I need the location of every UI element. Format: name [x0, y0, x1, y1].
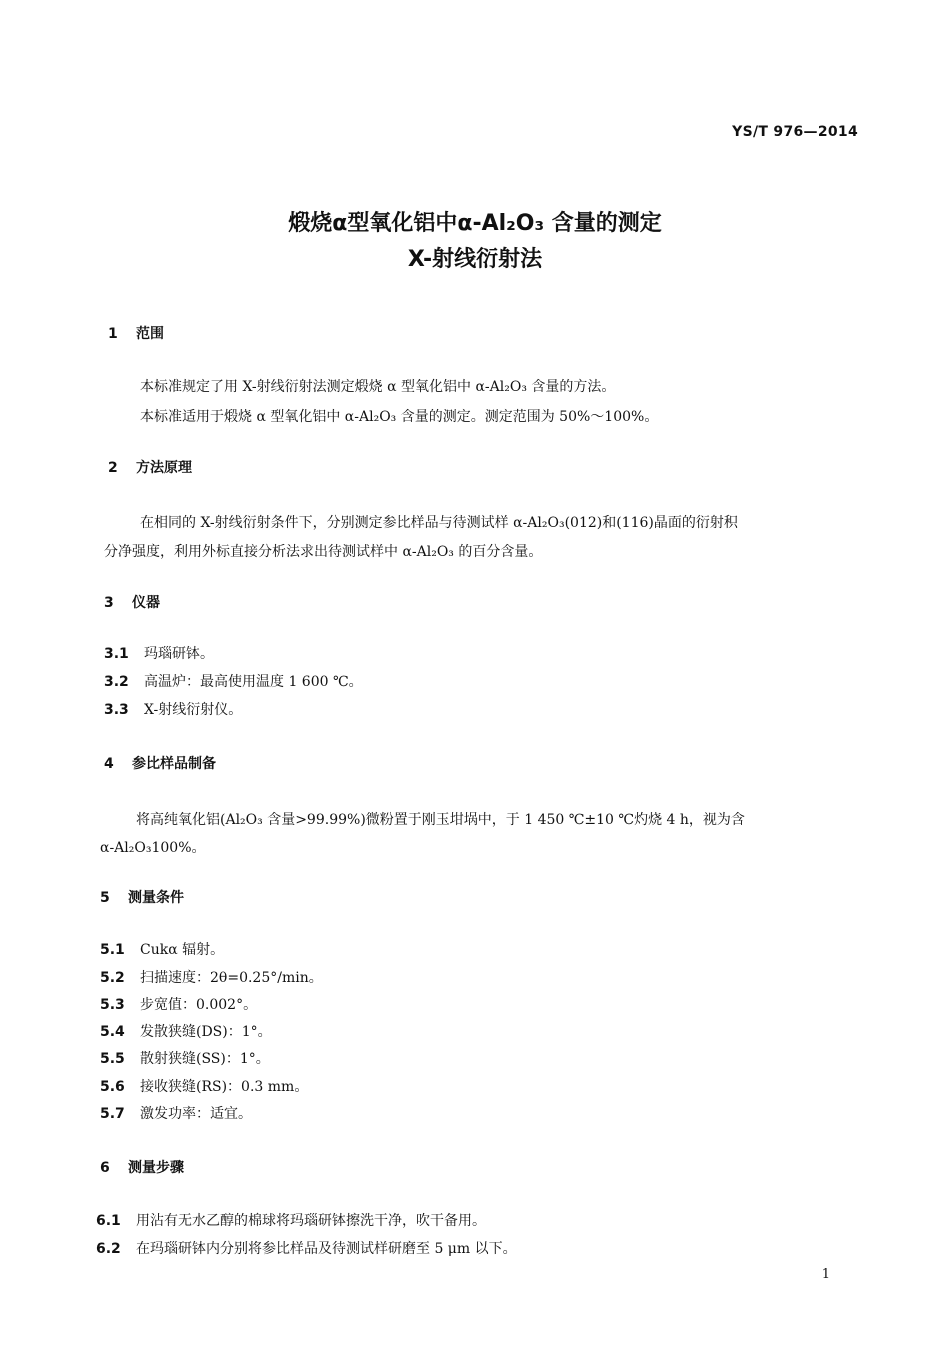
- paragraph-line: α-Al₂O₃100%。: [100, 840, 206, 856]
- page-number: 1: [821, 1267, 830, 1282]
- item-text: 扫描速度：2θ=0.25°/min。: [140, 970, 323, 986]
- section-title: 参比样品制备: [132, 756, 216, 772]
- item-text: 用沾有无水乙醇的棉球将玛瑙研钵擦洗干净，吹干备用。: [136, 1213, 486, 1229]
- section-heading-2: [108, 457, 192, 477]
- list-item: [96, 1210, 486, 1230]
- item-number: 5.1: [100, 942, 125, 958]
- item-number: 5.4: [100, 1024, 125, 1040]
- list-item: [104, 671, 363, 691]
- list-item: [104, 699, 242, 719]
- paragraph-line: 在相同的 X-射线衍射条件下，分别测定参比样品与待测试样 α-Al₂O₃(012)和(116)晶面的衍射积: [140, 515, 738, 531]
- item-text: Cukα 辐射。: [140, 942, 225, 958]
- item-text: 高温炉：最高使用温度 1 600 ℃。: [144, 674, 363, 690]
- section-title: 测量条件: [128, 890, 184, 906]
- section-number: 6: [100, 1160, 110, 1176]
- list-item: [100, 1076, 308, 1096]
- item-number: 5.2: [100, 970, 125, 986]
- item-number: 5.5: [100, 1051, 125, 1067]
- item-text: 发散狭缝(DS)：1°。: [140, 1024, 272, 1040]
- standard-code: YS/T 976—2014: [732, 124, 858, 140]
- list-item: [100, 994, 257, 1014]
- list-item: [100, 967, 323, 987]
- list-item: [100, 939, 224, 959]
- section-title: 测量步骤: [128, 1160, 184, 1176]
- section-heading-6: [100, 1157, 184, 1177]
- list-item: [100, 1103, 252, 1123]
- section-number: 3: [104, 595, 114, 611]
- item-number: 5.6: [100, 1079, 125, 1095]
- item-number: 3.3: [104, 702, 129, 718]
- section-number: 1: [108, 326, 118, 342]
- document-title: 煅烧α型氧化铝中α-Al₂O₃ 含量的测定: [288, 211, 662, 236]
- item-number: 6.1: [96, 1213, 121, 1229]
- item-text: 散射狭缝(SS)：1°。: [140, 1051, 270, 1067]
- list-item: [100, 1021, 272, 1041]
- item-text: 在玛瑙研钵内分别将参比样品及待测试样研磨至 5 μm 以下。: [136, 1241, 517, 1257]
- section-title: 方法原理: [136, 460, 192, 476]
- item-text: 玛瑙研钵。: [144, 646, 214, 662]
- section-number: 4: [104, 756, 114, 772]
- list-item: [104, 643, 214, 663]
- item-text: 步宽值：0.002°。: [140, 997, 258, 1013]
- item-number: 6.2: [96, 1241, 121, 1257]
- list-item: [100, 1048, 270, 1068]
- section-heading-5: [100, 887, 184, 907]
- document-subtitle: X-射线衍射法: [407, 247, 543, 272]
- paragraph-line: 将高纯氧化铝(Al₂O₃ 含量>99.99%)微粉置于刚玉坩埚中，于 1 450 ℃±10 ℃灼烧 4 h，视为含: [136, 812, 745, 828]
- paragraph: 本标准规定了用 X-射线衍射法测定煅烧 α 型氧化铝中 α-Al₂O₃ 含量的方法。: [140, 379, 616, 395]
- paragraph-line: 分净强度，利用外标直接分析法求出待测试样中 α-Al₂O₃ 的百分含量。: [104, 544, 543, 560]
- section-heading-3: [104, 592, 160, 612]
- section-title: 范围: [136, 326, 164, 342]
- section-title: 仪器: [132, 595, 160, 611]
- item-text: X-射线衍射仪。: [144, 702, 243, 718]
- paragraph: 本标准适用于煅烧 α 型氧化铝中 α-Al₂O₃ 含量的测定。测定范围为 50%～100%。: [140, 409, 659, 425]
- item-text: 接收狭缝(RS)：0.3 mm。: [140, 1079, 309, 1095]
- item-number: 3.1: [104, 646, 129, 662]
- item-text: 激发功率：适宜。: [140, 1106, 252, 1122]
- section-number: 2: [108, 460, 118, 476]
- section-heading-4: [104, 753, 216, 773]
- list-item: [96, 1238, 517, 1258]
- section-heading-1: [108, 323, 164, 343]
- item-number: 3.2: [104, 674, 129, 690]
- item-number: 5.7: [100, 1106, 125, 1122]
- item-number: 5.3: [100, 997, 125, 1013]
- section-number: 5: [100, 890, 110, 906]
